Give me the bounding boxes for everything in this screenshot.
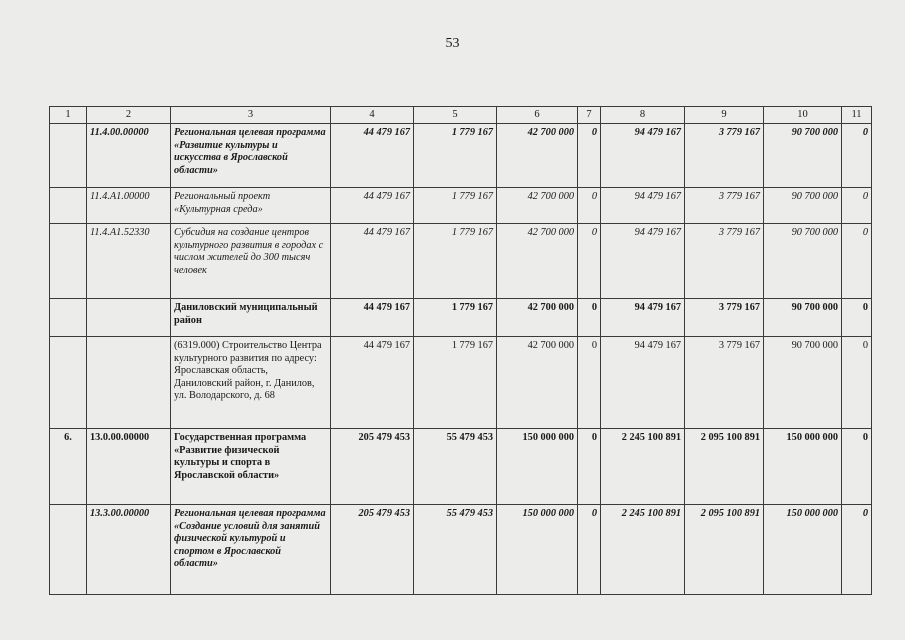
code-cell: 11.4.00.00000 (87, 124, 171, 188)
total-cell: 44 479 167 (331, 337, 414, 429)
column-header: 4 (331, 107, 414, 124)
row-number-cell (50, 224, 87, 299)
row-number-cell (50, 188, 87, 224)
total-2-cell: 94 479 167 (601, 337, 685, 429)
code-cell: 11.4.A1.52330 (87, 224, 171, 299)
code-cell: 13.0.00.00000 (87, 429, 171, 505)
total-2-cell: 2 245 100 891 (601, 505, 685, 595)
row-number-cell (50, 299, 87, 337)
regional-budget-cell: 1 779 167 (414, 188, 497, 224)
code-cell: 13.3.00.00000 (87, 505, 171, 595)
other-2-cell: 0 (842, 505, 872, 595)
name-cell: Региональный проект «Культурная среда» (171, 188, 331, 224)
code-cell: 11.4.A1.00000 (87, 188, 171, 224)
name-cell: Субсидия на создание центров культурного развития в городах с числом жителей до 300 тысяч человек (171, 224, 331, 299)
total-2-cell: 94 479 167 (601, 124, 685, 188)
other-cell: 0 (578, 429, 601, 505)
federal-budget-cell: 42 700 000 (497, 299, 578, 337)
federal-budget-2-cell: 150 000 000 (764, 429, 842, 505)
total-2-cell: 94 479 167 (601, 299, 685, 337)
total-cell: 44 479 167 (331, 224, 414, 299)
table-row (50, 188, 872, 224)
federal-budget-cell: 42 700 000 (497, 337, 578, 429)
name-cell: Региональная целевая программа «Развитие культуры и искусства в Ярославской области» (171, 124, 331, 188)
table-row (50, 429, 872, 505)
regional-budget-cell: 55 479 453 (414, 505, 497, 595)
total-cell: 44 479 167 (331, 124, 414, 188)
other-cell: 0 (578, 188, 601, 224)
row-number-cell: 6. (50, 429, 87, 505)
table-row (50, 224, 872, 299)
table-row (50, 124, 872, 188)
federal-budget-cell: 150 000 000 (497, 505, 578, 595)
regional-budget-2-cell: 3 779 167 (685, 299, 764, 337)
regional-budget-2-cell: 3 779 167 (685, 188, 764, 224)
page-number: 53 (445, 36, 460, 51)
code-cell (87, 337, 171, 429)
total-2-cell: 94 479 167 (601, 224, 685, 299)
total-2-cell: 94 479 167 (601, 188, 685, 224)
other-cell: 0 (578, 299, 601, 337)
regional-budget-2-cell: 2 095 100 891 (685, 429, 764, 505)
regional-budget-cell: 1 779 167 (414, 299, 497, 337)
federal-budget-cell: 150 000 000 (497, 429, 578, 505)
total-cell: 205 479 453 (331, 429, 414, 505)
total-cell: 44 479 167 (331, 299, 414, 337)
row-number-cell (50, 124, 87, 188)
federal-budget-cell: 42 700 000 (497, 124, 578, 188)
other-2-cell: 0 (842, 299, 872, 337)
column-header: 9 (685, 107, 764, 124)
federal-budget-2-cell: 90 700 000 (764, 337, 842, 429)
other-cell: 0 (578, 224, 601, 299)
column-header: 8 (601, 107, 685, 124)
table-header-row (50, 107, 872, 124)
federal-budget-cell: 42 700 000 (497, 188, 578, 224)
federal-budget-2-cell: 90 700 000 (764, 188, 842, 224)
federal-budget-2-cell: 90 700 000 (764, 299, 842, 337)
name-cell: Государственная программа «Развитие физической культуры и спорта в Ярославской области» (171, 429, 331, 505)
regional-budget-cell: 1 779 167 (414, 124, 497, 188)
other-2-cell: 0 (842, 337, 872, 429)
column-header: 11 (842, 107, 872, 124)
regional-budget-cell: 1 779 167 (414, 224, 497, 299)
name-cell: (6319.000) Строительство Центра культурного развития по адресу: Ярославская область, Даниловский район, г. Данилов, ул. Володарского, д. 68 (171, 337, 331, 429)
budget-table (49, 106, 872, 595)
other-2-cell: 0 (842, 429, 872, 505)
column-header: 10 (764, 107, 842, 124)
other-cell: 0 (578, 505, 601, 595)
federal-budget-2-cell: 90 700 000 (764, 224, 842, 299)
federal-budget-cell: 42 700 000 (497, 224, 578, 299)
code-cell (87, 299, 171, 337)
name-cell: Даниловский муниципальный район (171, 299, 331, 337)
column-header: 7 (578, 107, 601, 124)
column-header: 1 (50, 107, 87, 124)
row-number-cell (50, 505, 87, 595)
name-cell: Региональная целевая программа «Создание условий для занятий физической культурой и спортом в Ярославской области» (171, 505, 331, 595)
column-header: 6 (497, 107, 578, 124)
regional-budget-2-cell: 3 779 167 (685, 124, 764, 188)
total-cell: 205 479 453 (331, 505, 414, 595)
other-2-cell: 0 (842, 124, 872, 188)
regional-budget-cell: 55 479 453 (414, 429, 497, 505)
regional-budget-cell: 1 779 167 (414, 337, 497, 429)
other-2-cell: 0 (842, 224, 872, 299)
other-cell: 0 (578, 124, 601, 188)
regional-budget-2-cell: 3 779 167 (685, 337, 764, 429)
column-header: 5 (414, 107, 497, 124)
total-cell: 44 479 167 (331, 188, 414, 224)
table-row (50, 299, 872, 337)
row-number-cell (50, 337, 87, 429)
federal-budget-2-cell: 150 000 000 (764, 505, 842, 595)
table-row (50, 505, 872, 595)
table-row (50, 337, 872, 429)
federal-budget-2-cell: 90 700 000 (764, 124, 842, 188)
total-2-cell: 2 245 100 891 (601, 429, 685, 505)
column-header: 2 (87, 107, 171, 124)
regional-budget-2-cell: 3 779 167 (685, 224, 764, 299)
other-cell: 0 (578, 337, 601, 429)
other-2-cell: 0 (842, 188, 872, 224)
regional-budget-2-cell: 2 095 100 891 (685, 505, 764, 595)
column-header: 3 (171, 107, 331, 124)
